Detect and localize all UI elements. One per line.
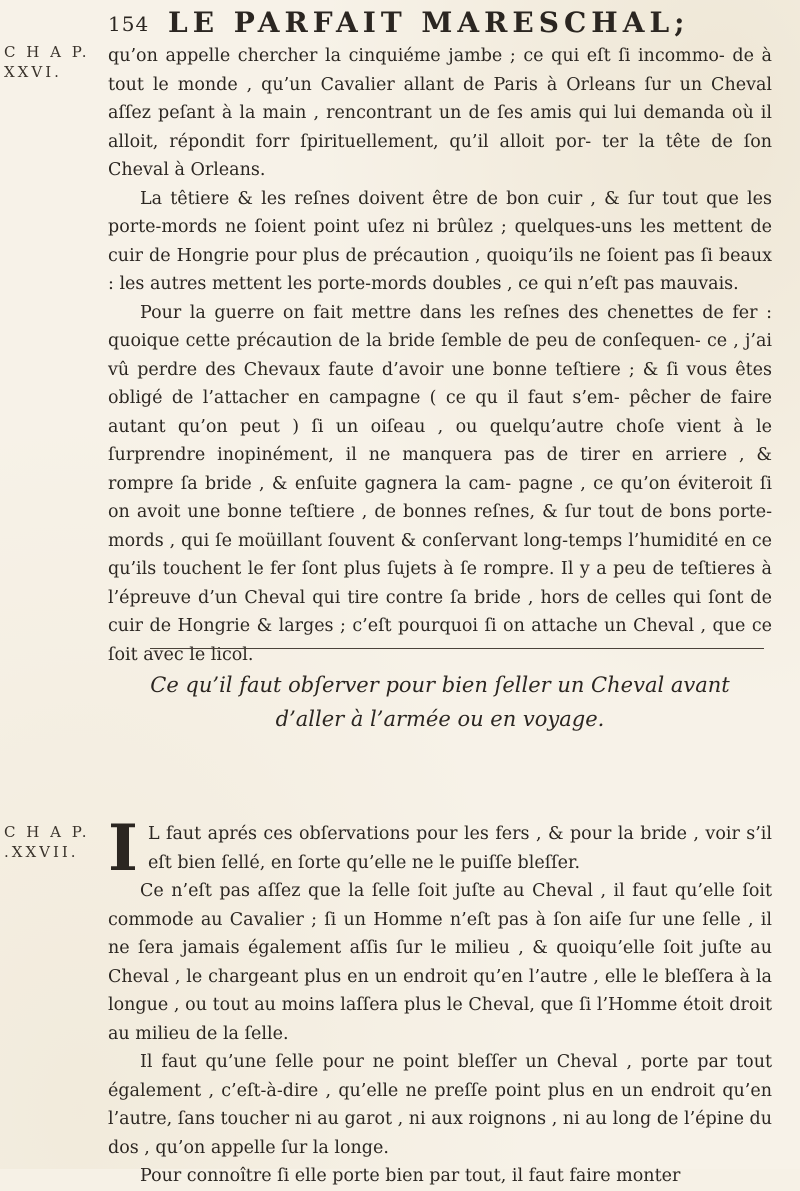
margin-note-chap-label: C H A P. [4, 43, 90, 61]
margin-note-chapter-27 [4, 822, 90, 862]
paragraph: La têtiere & les reſnes doivent être de bon cuir , & ſur tout que les porte-mords ne ſoient point uſez ni brûlez ; quelques-uns les mettent de cuir de Hongrie pour plus de précaution , quoiqu’ils ne ſoient pas ſi beaux : les autres mettent les porte-mords doubles , ce qui n’eſt pas mauvais. [108, 188, 772, 294]
paragraph: Pour la guerre on fait mettre dans les reſnes des chenettes de fer : quoique cette précaution de la bride ſemble de peu de conſequen- ce , j’ai vû perdre des Chevaux faute d’avoir une bonne teſtiere ; & ſi vous êtes obligé de l’attacher en campagne ( ce qu il faut s’em- pêcher de faire autant qu’on peut ) ſi un oiſeau , ou quelqu’autre choſe vient à le ſurprendre inopinément, il ne manquera pas de tirer en arriere , & rompre ſa bride , & enſuite gagnera la cam- pagne , ce qu’on éviteroit ſi on avoit une bonne teſtiere , de bonnes reſnes, & ſur tout de bons porte-mords , qui ſe moüillant ſouvent & conſervant long-temps l’humidité en ce qu’ils touchent le fer ſont plus ſujets à ſe rompre. Il y a peu de teſtieres à l’épreuve d’un Cheval qui tire contre ſa bride , hors de celles qui ſont de cuir de Hongrie & larges ; c’eſt pourquoi ſi on attache un Cheval , que ce ſoit avec le licol. [108, 302, 772, 665]
chapter-27-text [108, 811, 772, 1191]
margin-note-chap-number: .XXVII. [4, 843, 79, 861]
paragraph-with-drop-cap [108, 811, 772, 886]
chapter-26-text [108, 42, 772, 669]
section-title [108, 668, 772, 736]
drop-cap: I [108, 811, 138, 886]
paragraph: Il faut qu’une ſelle pour ne point bleſſer un Cheval , porte par tout également , c’eſt-à-dire , qu’elle ne preſſe point plus en un endroit qu’en l’autre, ſans toucher ni au garot , ni aux roignons , ni au long de l’épine du dos , qu’on appelle ſur la longe. [108, 1052, 772, 1158]
margin-note-chap-number: XXVI. [4, 63, 62, 81]
section-title-line-2: d’aller à l’armée ou en voyage. [275, 707, 605, 731]
paragraph: Ce n’eſt pas aſſez que la ſelle ſoit juſte au Cheval , il faut qu’elle ſoit commode au Cavalier ; ſi un Homme n’eſt pas à ſon aiſe ſur une ſelle , il ne ſera jamais également aſſis ſur le milieu , & quoiqu’elle ſoit juſte au Cheval , le chargeant plus en un endroit qu’en l’autre , elle le bleſſera à la longue , ou tout au moins laſſera plus le Cheval, que ſi l’Homme étoit droit au milieu de la ſelle. [108, 881, 772, 1044]
paragraph: qu’on appelle chercher la cinquiéme jambe ; ce qui eſt ſi incommo- de à tout le monde , qu’un Cavalier allant de Paris à Orleans ſur un Cheval aſſez peſant à la main , rencontrant un de ſes amis qui lui demanda où il alloit, répondit forr ſpirituellement, qu’il alloit por- ter la tête de ſon Cheval à Orleans. [108, 46, 772, 180]
section-divider [150, 648, 764, 649]
paragraph-text: L faut aprés ces obſervations pour les fers , & pour la bride , voir s’il eſt bien ſellé, en ſorte qu’elle ne le puiſſe bleſſer. [147, 824, 772, 873]
paragraph: Pour connoître ſi elle porte bien par tout, il faut faire monter [140, 1166, 681, 1186]
running-head [108, 6, 768, 40]
margin-note-chap-label: C H A P. [4, 823, 90, 841]
running-title: LE PARFAIT MARESCHAL; [168, 6, 690, 39]
section-title-line-1: Ce qu’il faut obſerver pour bien ſeller un Cheval avant [150, 673, 730, 697]
page-number: 154 [108, 12, 150, 36]
margin-note-chapter-26 [4, 42, 90, 82]
